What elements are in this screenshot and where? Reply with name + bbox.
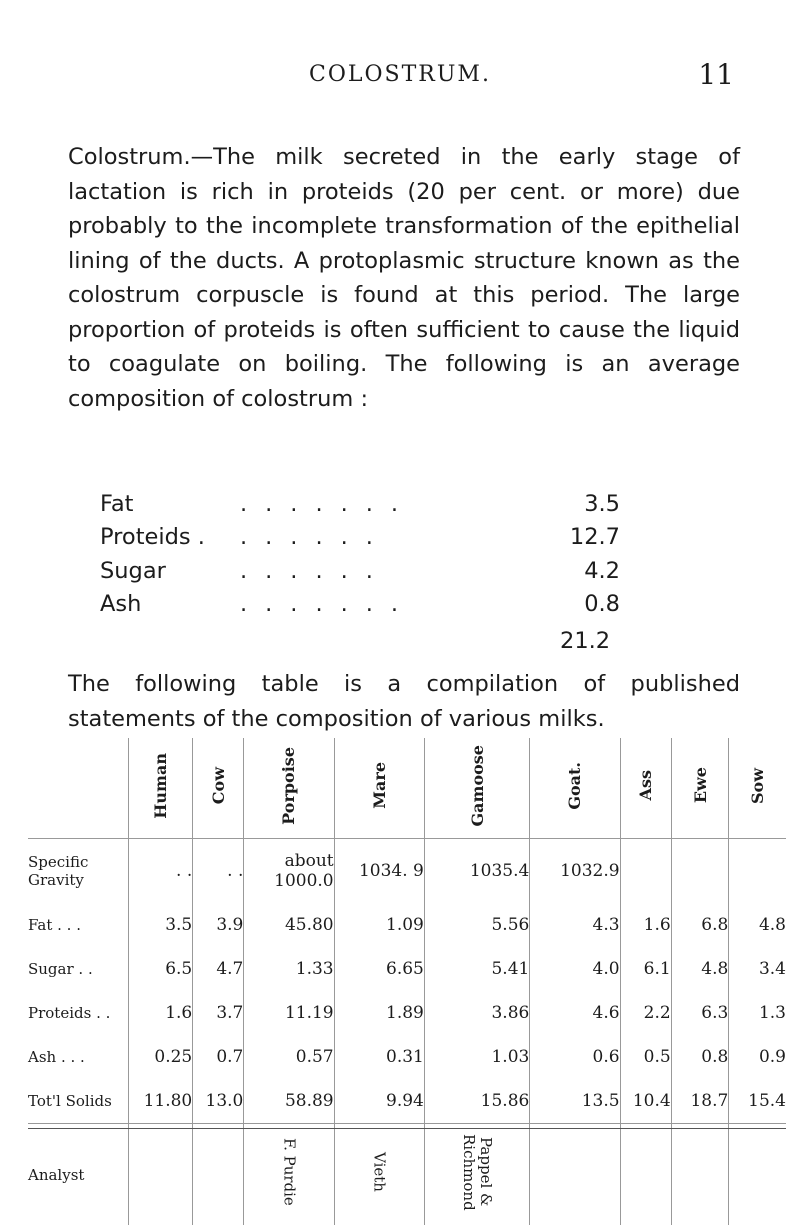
table-cell: 45.80: [244, 903, 334, 947]
composition-value: 12.7: [560, 524, 620, 550]
composition-total: 21.2: [560, 628, 610, 654]
running-title: COLOSTRUM.: [0, 62, 800, 87]
leader-dots: ......: [240, 558, 560, 584]
table-intro-paragraph: The following table is a compilation of published statements of the composition of various milks.: [68, 667, 740, 736]
row-label: Tot'l Solids: [28, 1079, 129, 1124]
column-header: Gamoose: [424, 738, 529, 839]
analyst-cell: [129, 1124, 193, 1225]
table-cell: [620, 839, 671, 904]
table-row: [28, 991, 786, 1035]
table-cell: 0.9: [729, 1035, 786, 1079]
table-cell: 11.19: [244, 991, 334, 1035]
composition-value: 4.2: [560, 558, 620, 584]
table-cell: 0.8: [671, 1035, 729, 1079]
column-header: Porpoise: [244, 738, 334, 839]
table-cell: 3.7: [193, 991, 244, 1035]
row-label: Specific Gravity: [28, 839, 129, 904]
column-header: Cow: [193, 738, 244, 839]
table-cell: [671, 839, 729, 904]
table-cell: 13.5: [530, 1079, 620, 1124]
column-header: Ewe: [671, 738, 729, 839]
table-cell: 15.86: [424, 1079, 529, 1124]
table-cell: 6.5: [129, 947, 193, 991]
table-row: [28, 1035, 786, 1079]
row-label: Ash . . .: [28, 1035, 129, 1079]
table-cell: . .: [193, 839, 244, 904]
analyst-cell: F. Purdie: [244, 1124, 334, 1225]
table-cell: 15.4: [729, 1079, 786, 1124]
table-row: [28, 1079, 786, 1124]
table-bottom-rule: [28, 1128, 786, 1129]
page-header: [0, 62, 800, 102]
header-spacer: [28, 738, 129, 839]
table-header-row: [28, 738, 786, 839]
row-label: Proteids . .: [28, 991, 129, 1035]
milk-composition-table: [28, 738, 786, 1225]
composition-row: [100, 521, 620, 555]
table-row: [28, 903, 786, 947]
analyst-cell: [193, 1124, 244, 1225]
table-cell: 5.56: [424, 903, 529, 947]
table-cell: 1032.9: [530, 839, 620, 904]
composition-label: Ash: [100, 591, 240, 617]
table-cell: 0.25: [129, 1035, 193, 1079]
analyst-cell: Pappel & Richmond: [424, 1124, 529, 1225]
table-cell: 3.4: [729, 947, 786, 991]
table-cell: 1034. 9: [334, 839, 424, 904]
analyst-cell: Vieth: [334, 1124, 424, 1225]
leader-dots: .......: [240, 591, 560, 617]
table-cell: 6.8: [671, 903, 729, 947]
analyst-row: [28, 1124, 786, 1225]
table-cell: 6.1: [620, 947, 671, 991]
row-label: Analyst: [28, 1124, 129, 1225]
analyst-cell: [620, 1124, 671, 1225]
leader-dots: ......: [240, 524, 560, 550]
column-header: Ass: [620, 738, 671, 839]
table-cell: 9.94: [334, 1079, 424, 1124]
column-header: Goat.: [530, 738, 620, 839]
page-number: 11: [698, 58, 734, 91]
colostrum-composition-list: [100, 487, 620, 621]
table-row: [28, 947, 786, 991]
row-label: Fat . . .: [28, 903, 129, 947]
column-header: Sow: [729, 738, 786, 839]
colostrum-paragraph: Colostrum.—The milk secreted in the early stage of lactation is rich in proteids (20 per cent. or more) due probably to the incomplete transformation of the epithelial lining of the ducts. A protoplasmic structure known as the colostrum corpuscle is found at this period. The large proportion of proteids is often sufficient to cause the liquid to coagulate on boiling. The following is an average composition of colostrum :: [68, 140, 740, 416]
table-cell: 0.6: [530, 1035, 620, 1079]
composition-row: [100, 487, 620, 521]
table-cell: 4.3: [530, 903, 620, 947]
analyst-cell: [729, 1124, 786, 1225]
table-cell: 1.6: [129, 991, 193, 1035]
table-cell: 6.65: [334, 947, 424, 991]
table-cell: 3.9: [193, 903, 244, 947]
composition-label: Fat: [100, 491, 240, 517]
table-cell: 13.0: [193, 1079, 244, 1124]
table-cell: 4.0: [530, 947, 620, 991]
table-cell: 2.2: [620, 991, 671, 1035]
table-cell: 1.33: [244, 947, 334, 991]
table-cell: 0.7: [193, 1035, 244, 1079]
column-header: Mare: [334, 738, 424, 839]
table-cell: 11.80: [129, 1079, 193, 1124]
table-cell: 58.89: [244, 1079, 334, 1124]
table-cell: . .: [129, 839, 193, 904]
column-header: Human: [129, 738, 193, 839]
composition-value: 0.8: [560, 591, 620, 617]
table-cell: 0.57: [244, 1035, 334, 1079]
table-cell: 1.3: [729, 991, 786, 1035]
composition-label: Proteids .: [100, 524, 240, 550]
composition-row: [100, 588, 620, 622]
composition-row: [100, 554, 620, 588]
table-row: [28, 839, 786, 904]
table-cell: 4.8: [671, 947, 729, 991]
composition-label: Sugar: [100, 558, 240, 584]
leader-dots: .......: [240, 491, 560, 517]
table-cell: 1.6: [620, 903, 671, 947]
table-cell: 0.5: [620, 1035, 671, 1079]
table-cell: 5.41: [424, 947, 529, 991]
table-cell: 0.31: [334, 1035, 424, 1079]
table-cell: 3.86: [424, 991, 529, 1035]
row-label: Sugar . .: [28, 947, 129, 991]
analyst-cell: [530, 1124, 620, 1225]
table-cell: [729, 839, 786, 904]
composition-value: 3.5: [560, 491, 620, 517]
table-cell: 4.7: [193, 947, 244, 991]
table-cell: 1.03: [424, 1035, 529, 1079]
table-cell: 1.09: [334, 903, 424, 947]
table-cell: 6.3: [671, 991, 729, 1035]
table-cell: 4.8: [729, 903, 786, 947]
table-cell: 1.89: [334, 991, 424, 1035]
analyst-cell: [671, 1124, 729, 1225]
table-cell: 1035.4: [424, 839, 529, 904]
table-cell: 10.4: [620, 1079, 671, 1124]
table-cell: 18.7: [671, 1079, 729, 1124]
table-cell: 3.5: [129, 903, 193, 947]
table-cell: 4.6: [530, 991, 620, 1035]
table-cell: about 1000.0: [244, 839, 334, 904]
